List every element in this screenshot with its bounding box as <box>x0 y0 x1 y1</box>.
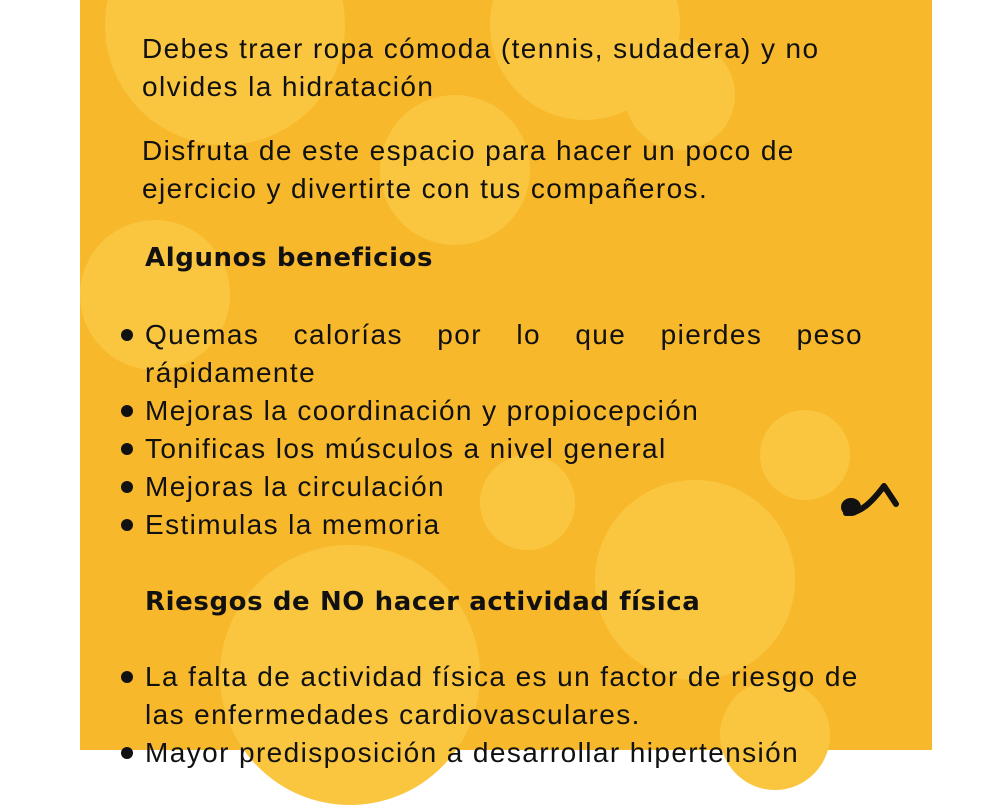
list-item <box>118 430 863 468</box>
bullet-icon <box>121 747 133 759</box>
intro-paragraph-enjoy: Disfruta de este espacio para hacer un poco de ejercicio y divertirte con tus compañeros. <box>142 135 795 204</box>
list-item-text: La falta de actividad física es un factor de riesgo de las enfermedades cardiovasculares. <box>145 661 859 730</box>
list-item <box>118 506 863 544</box>
list-item-text: Mejoras la circulación <box>145 471 446 502</box>
list-item <box>118 658 863 734</box>
list-item-text: Estimulas la memoria <box>145 509 441 540</box>
bullet-icon <box>121 671 133 683</box>
risks-heading: Riesgos de NO hacer actividad física <box>145 587 701 617</box>
bullet-icon <box>121 519 133 531</box>
bullet-icon <box>121 405 133 417</box>
checkmark-logo-icon <box>838 480 902 524</box>
list-item <box>118 316 863 392</box>
list-item-text: Mejoras la coordinación y propiocepción <box>145 395 700 426</box>
list-item-text: Quemas calorías por lo que pierdes peso rápidamente <box>145 319 863 388</box>
bullet-icon <box>121 443 133 455</box>
risks-list <box>118 658 863 772</box>
benefits-list <box>118 316 863 544</box>
list-item-text: Mayor predisposición a desarrollar hipertensión <box>145 737 800 768</box>
list-item-text: Tonificas los músculos a nivel general <box>145 433 667 464</box>
list-item <box>118 468 863 506</box>
list-item <box>118 392 863 430</box>
bullet-icon <box>121 329 133 341</box>
benefits-heading: Algunos beneficios <box>145 243 434 273</box>
intro-paragraph-clothing: Debes traer ropa cómoda (tennis, sudadera) y no olvides la hidratación <box>142 33 820 102</box>
bullet-icon <box>121 481 133 493</box>
list-item <box>118 734 863 772</box>
